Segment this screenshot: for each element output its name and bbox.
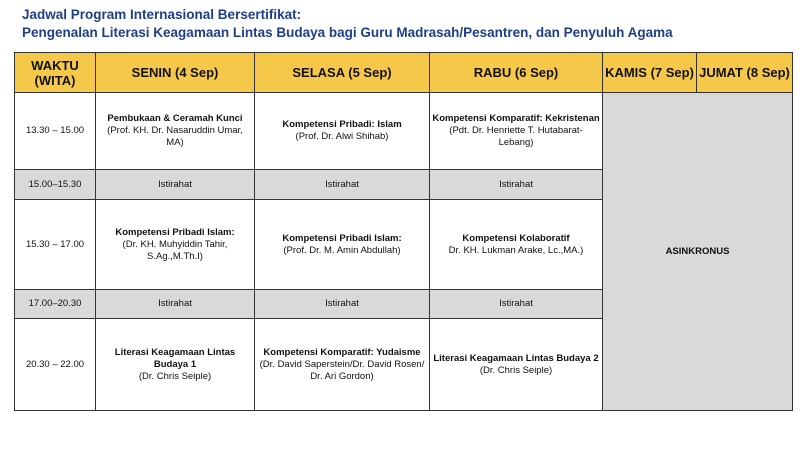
session-cell [96, 319, 255, 411]
title-block [22, 6, 673, 42]
break-cell: Istirahat [255, 170, 430, 200]
table-row [15, 93, 793, 170]
break-cell: Istirahat [430, 290, 603, 319]
session-cell [430, 200, 603, 290]
header-kamis: KAMIS (7 Sep) [603, 53, 697, 93]
session-cell [96, 200, 255, 290]
session-title: Literasi Keagamaan Lintas Budaya 2 [433, 352, 599, 364]
session-title: Kompetensi Komparatif: Yudaisme [263, 346, 421, 358]
title-line-2: Pengenalan Literasi Keagamaan Lintas Budaya bagi Guru Madrasah/Pesantren, dan Penyuluh Agama [22, 25, 673, 40]
session-speaker: (Dr. Chris Seiple) [479, 364, 553, 376]
break-cell: Istirahat [96, 170, 255, 200]
break-cell: Istirahat [255, 290, 430, 319]
async-cell: ASINKRONUS [603, 93, 793, 411]
session-title: Literasi Keagamaan Lintas Budaya 1 [114, 346, 236, 370]
session-speaker: (Pdt. Dr. Henriette T. Hutabarat-Lebang) [449, 125, 583, 148]
header-row [15, 53, 793, 93]
header-selasa: SELASA (5 Sep) [255, 53, 430, 93]
header-jumat: JUMAT (8 Sep) [697, 53, 793, 93]
session-cell [255, 200, 430, 290]
session-speaker: (Prof. KH. Dr. Nasaruddin Umar, MA) [107, 125, 243, 148]
session-cell [255, 319, 430, 411]
header-time: WAKTU (WITA) [15, 53, 96, 93]
time-cell: 15.00–15.30 [15, 170, 96, 200]
time-cell: 20.30 – 22.00 [15, 319, 96, 411]
session-title: Kompetensi Pribadi Islam: [282, 232, 402, 244]
session-cell [430, 93, 603, 170]
session-speaker: (Dr. KH. Muhyiddin Tahir, S.Ag.,M.Th.I) [122, 238, 228, 262]
session-title: Kompetensi Komparatif: Kekristenan [432, 113, 600, 124]
time-cell: 17.00–20.30 [15, 290, 96, 319]
session-title: Kompetensi Pribadi: Islam [282, 119, 402, 130]
session-speaker: (Prof. Dr. Alwi Shihab) [295, 131, 389, 142]
session-title: Kompetensi Pribadi Islam: [115, 226, 235, 238]
session-speaker: (Dr. Chris Seiple) [138, 370, 212, 382]
time-cell: 13.30 – 15.00 [15, 93, 96, 170]
session-cell [255, 93, 430, 170]
session-speaker: (Dr. David Saperstein/Dr. David Rosen/ Dr. Ari Gordon) [259, 358, 425, 382]
session-cell [96, 93, 255, 170]
time-cell: 15.30 – 17.00 [15, 200, 96, 290]
schedule-table [14, 52, 793, 411]
header-senin: SENIN (4 Sep) [96, 53, 255, 93]
session-title: Pembukaan & Ceramah Kunci [107, 113, 243, 124]
break-cell: Istirahat [96, 290, 255, 319]
header-rabu: RABU (6 Sep) [430, 53, 603, 93]
session-title: Kompetensi Kolaboratif [462, 232, 570, 244]
break-cell: Istirahat [430, 170, 603, 200]
session-speaker: (Prof. Dr. M. Amin Abdullah) [283, 244, 401, 256]
session-cell [430, 319, 603, 411]
title-line-1: Jadwal Program Internasional Bersertifikat: [22, 7, 302, 22]
session-speaker: Dr. KH. Lukman Arake, Lc.,MA.) [448, 244, 584, 256]
